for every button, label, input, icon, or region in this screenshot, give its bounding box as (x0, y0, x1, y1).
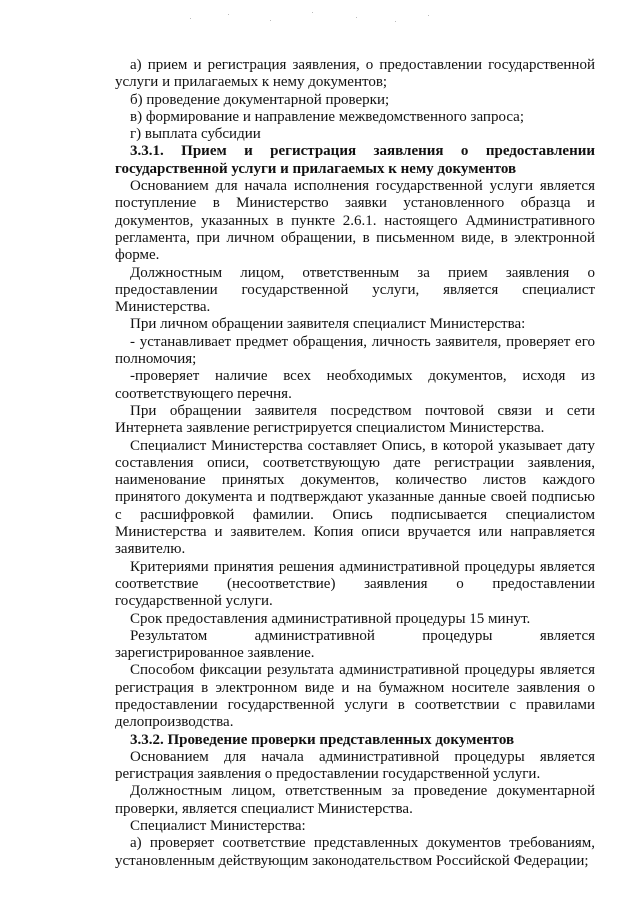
document-page (115, 57, 595, 870)
body-paragraph: Способом фиксации результата административной процедуры является регистрация в электронном виде и на бумажном носителе заявления о предоставлении государственной услуги в соответствии с правилами делопроизводства. (115, 662, 595, 731)
list-item-b: б) проведение документарной проверки; (130, 91, 390, 108)
list-item-a: а) прием и регистрация заявления, о предоставлении государственной услуги и прилагаемых к нему документов; (115, 57, 595, 91)
list-item-dash: - устанавливает предмет обращения, личность заявителя, проверяет его полномочия; (115, 333, 595, 368)
body-paragraph: Критериями принятия решения административной процедуры является соответствие (несоответствие) заявления о предоставлении государственной услуги. (115, 558, 595, 610)
scan-specks (180, 6, 440, 26)
list-item-dash: -проверяет наличие всех необходимых документов, исходя из соответствующего перечня. (115, 368, 595, 402)
list-item-d: г) выплата субсидии (130, 126, 261, 143)
body-paragraph: При личном обращении заявителя специалист Министерства: (130, 316, 526, 333)
section-heading-3-3-1: 3.3.1. Прием и регистрация заявления о предоставлении государственной услуги и прилагаемых к нему документов (115, 143, 595, 177)
body-paragraph: Срок предоставления административной процедуры 15 минут. (130, 610, 531, 627)
body-paragraph: Результатом административной процедуры является зарегистрированное заявление. (115, 627, 595, 662)
body-paragraph: Должностным лицом, ответственным за проведение документарной проверки, является специалист Министерства. (115, 783, 595, 817)
body-paragraph: Специалист Министерства составляет Опись, в которой указывает дату составления описи, соответствующую дате регистрации заявления, наименование принятых документов, количество листов каждого принятого документа и подтверждают указанные данные своей подписью с расшифровкой фамилии. Опись подписывается специалистом Министерства и заявителем. Копия описи вручается или направляется заявителю. (115, 437, 595, 558)
body-paragraph: Основанием для начала административной процедуры является регистрация заявления о предоставлении государственной услуги. (115, 748, 595, 783)
section-heading-3-3-2: 3.3.2. Проведение проверки представленных документов (130, 731, 515, 748)
body-paragraph: При обращении заявителя посредством почтовой связи и сети Интернета заявление регистрируется специалистом Министерства. (115, 402, 595, 437)
list-item-a: а) проверяет соответствие представленных документов требованиям, установленным действующим законодательством Российской Федерации; (115, 835, 595, 869)
body-paragraph: Основанием для начала исполнения государственной услуги является поступление в Министерство заявки установленного образца и документов, указанных в пункте 2.6.1. настоящего Административного регламента, при личном обращении, в письменном виде, в электронной форме. (115, 178, 595, 264)
body-paragraph: Должностным лицом, ответственным за прием заявления о предоставлении государственной услуги, является специалист Министерства. (115, 264, 595, 316)
body-paragraph: Специалист Министерства: (130, 818, 306, 835)
list-item-c: в) формирование и направление межведомственного запроса; (130, 108, 524, 125)
